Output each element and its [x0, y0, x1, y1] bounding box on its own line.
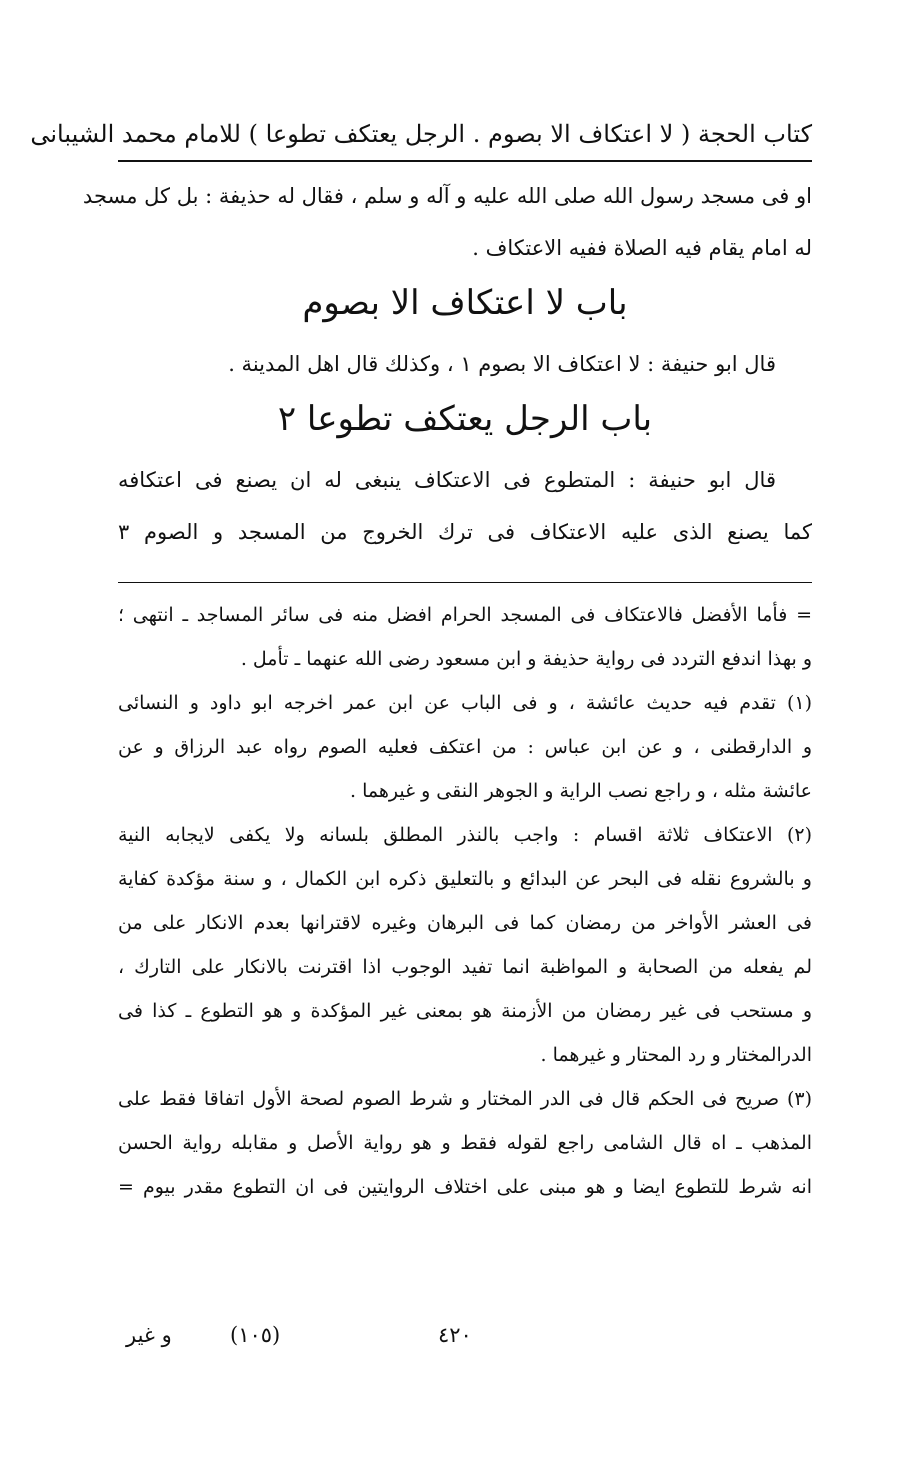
volume-page-number: (١٠٥)	[230, 1323, 281, 1347]
footnotes	[118, 593, 812, 1209]
footnote-line: و الدارقطنى ، و عن ابن عباس : من اعتكف فعليه الصوم رواه عبد الرزاق و عن	[118, 736, 812, 758]
text-line: له امام يقام فيه الصلاة ففيه الاعتكاف .	[472, 236, 812, 260]
footnote-line: فى العشر الأواخر من رمضان كما فى البرهان وغيره لاقترانها بعدم الانكار على من	[118, 912, 812, 934]
footnote-separator	[118, 582, 812, 583]
page-number: ٤٢٠	[438, 1323, 472, 1347]
page-footer	[118, 1313, 812, 1357]
footnote-line: الدرالمختار و رد المحتار و غيرهما .	[540, 1044, 812, 1066]
footnote-line: لم يفعله من الصحابة و المواظبة انما تفيد الوجوب اذا اقترنت بالانكار على التارك ،	[118, 956, 812, 978]
footnote-line: = فأما الأفضل فالاعتكاف فى المسجد الحرام افضل منه فى سائر المساجد ـ انتهى ؛	[118, 604, 812, 626]
footnote-line: انه شرط للتطوع ايضا و هو مبنى على اختلاف الروايتين فى ان التطوع مقدر بيوم =	[118, 1176, 812, 1198]
chapter-heading: باب لا اعتكاف الا بصوم	[302, 283, 628, 323]
footnote-line: عائشة مثله ، و راجع نصب الراية و الجوهر النقى و غيرهما .	[350, 780, 812, 802]
text-line: او فى مسجد رسول الله صلى الله عليه و آله و سلم ، فقال له حذيفة : بل كل مسجد	[82, 184, 812, 208]
footnote-line: و بهذا اندفع التردد فى رواية حذيفة و ابن مسعود رضى الله عنهما ـ تأمل .	[240, 648, 812, 670]
book-page	[30, 108, 812, 1368]
main-text	[82, 170, 812, 558]
text-line: قال ابو حنيفة : لا اعتكاف الا بصوم ١ ، وكذلك قال اهل المدينة .	[228, 352, 776, 376]
running-head: كتاب الحجة ( لا اعتكاف الا بصوم . الرجل يعتكف تطوعا ) للامام محمد الشيبانى	[118, 108, 812, 162]
footnote-line: (٢) الاعتكاف ثلاثة اقسام : واجب بالنذر المطلق بلسانه ولا يكفى لايجابه النية	[118, 824, 812, 846]
text-line: قال ابو حنيفة : المتطوع فى الاعتكاف ينبغى له ان يصنع فى اعتكافه	[118, 468, 776, 492]
footnote-line: المذهب ـ اه قال الشامى راجع لقوله فقط و هو رواية الأصل و مقابله رواية الحسن	[118, 1132, 812, 1154]
footnote-line: و بالشروع نقله فى البحر عن البدائع و بالتعليق ذكره ابن الكمال ، و سنة مؤكدة كفاية	[118, 868, 812, 890]
footnote-line: (٣) صريح فى الحكم قال فى الدر المختار و شرط الصوم لصحة الأول اتفاقا فقط على	[118, 1088, 812, 1110]
catchword: و غير	[126, 1323, 172, 1347]
chapter-heading: باب الرجل يعتكف تطوعا ٢	[277, 399, 653, 439]
text-line: كما يصنع الذى عليه الاعتكاف فى ترك الخروج من المسجد و الصوم ٣	[118, 520, 812, 544]
footnote-line: و مستحب فى غير رمضان من الأزمنة هو بمعنى غير المؤكدة و هو التطوع ـ كذا فى	[118, 1000, 812, 1022]
footnote-line: (١) تقدم فيه حديث عائشة ، و فى الباب عن ابن عمر اخرجه ابو داود و النسائى	[118, 692, 812, 714]
